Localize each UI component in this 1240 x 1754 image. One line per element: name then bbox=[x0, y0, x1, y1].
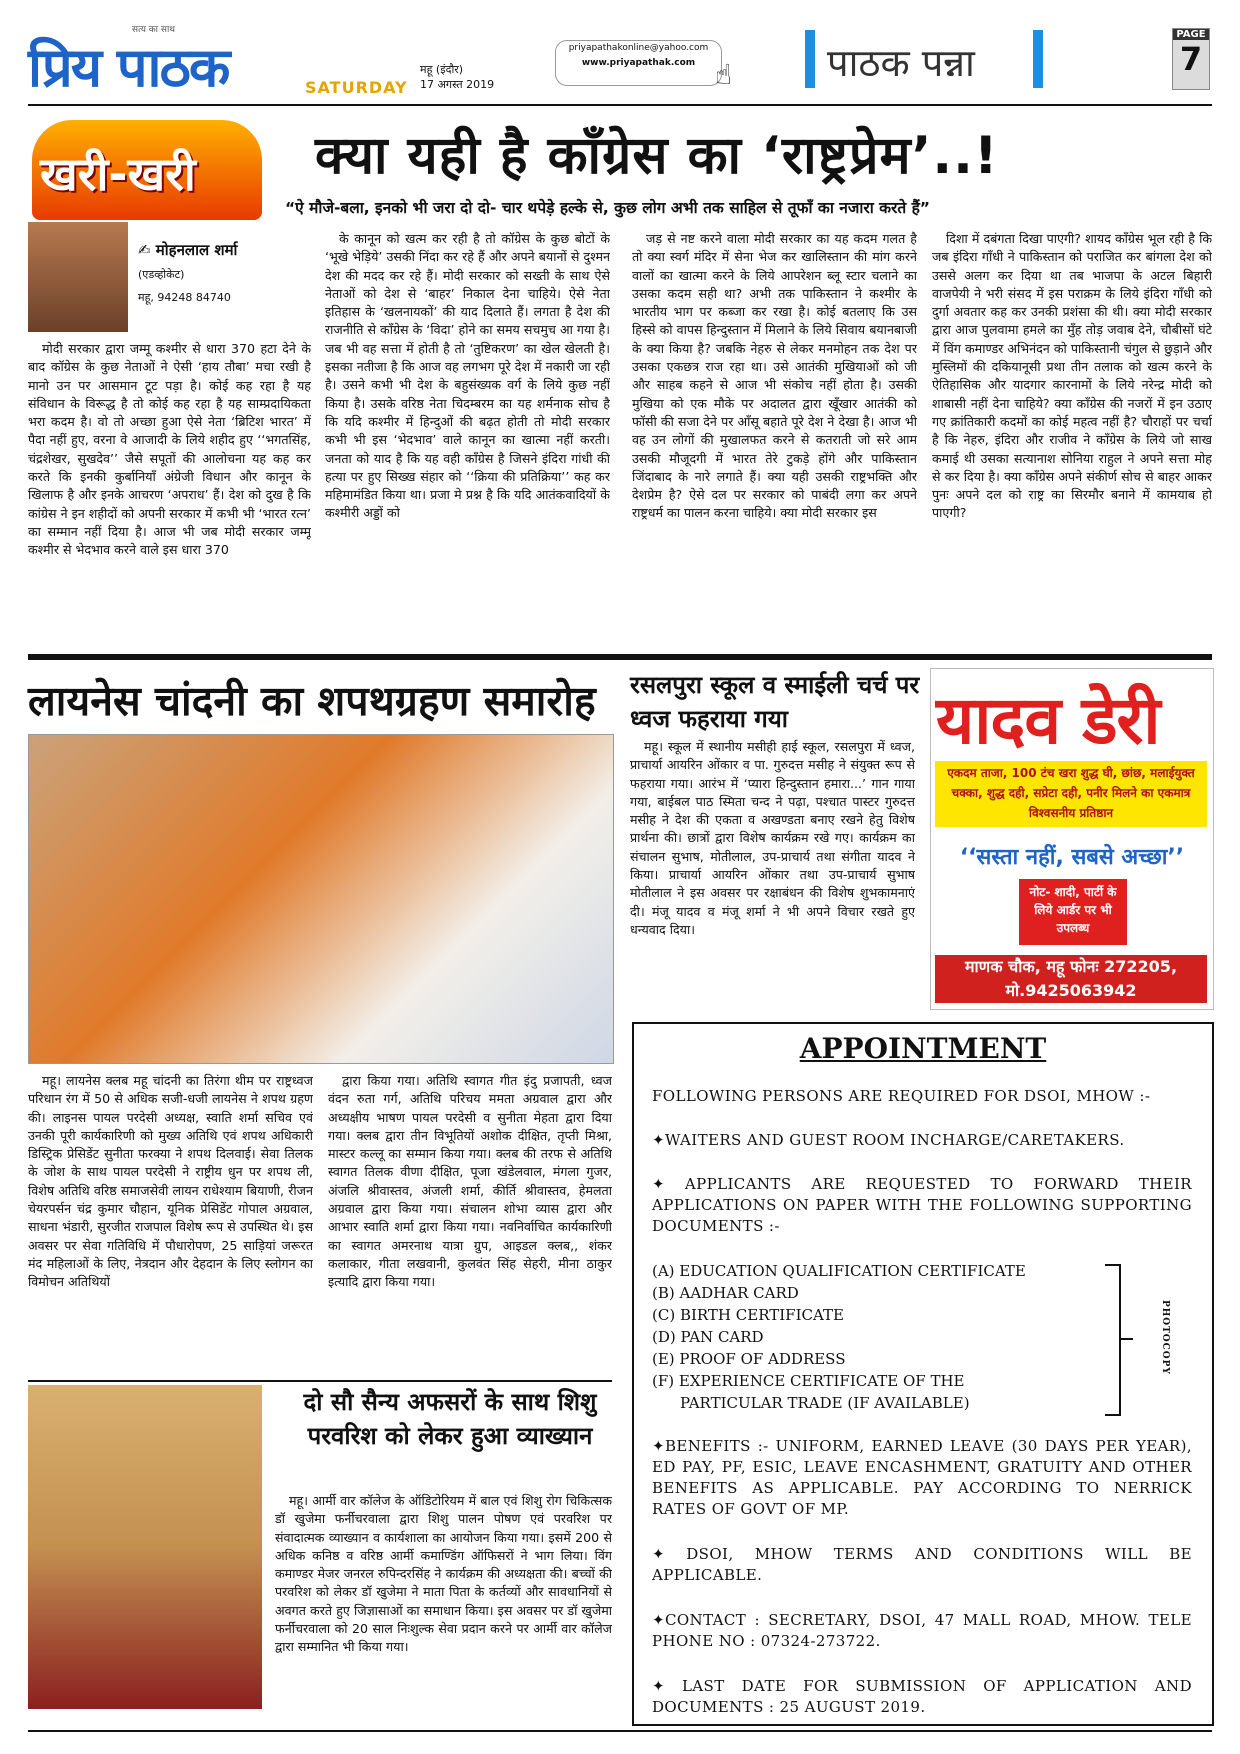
ad-products: एकदम ताजा, 100 टंच खरा शुद्ध घी, छांछ, मलाईयुक्त चक्का, शुद्ध दही, सप्रेटा दही, पनीर मिलने का एकमात्र विश्वसनीय प्रतिष्ठान bbox=[935, 761, 1207, 827]
sainya-text: महू। आर्मी वार कॉलेज के ऑडिटोरियम में बाल एवं शिशु रोग चिकित्सक डॉ खुजेमा फर्नीचरवाला द्वारा शिशु पालन पोषण एवं परवरिश पर संवादात्मक व्याख्यान व कार्यशाला का आयोजन किया गया। इसमें 200 से अधिक कनिष्ठ व वरिष्ठ आर्मी कमाण्डिंग ऑफिसरों ने भाग लिया। विंग कमाण्डर मेजर जनरल रुपिन्दरसिंह ने कार्यक्रम की अध्यक्षता की। बच्चों की परवरिश को लेकर डॉ खुजेमा ने माता पिता के कर्तव्यों और सावधानियों से अवगत करते हुए जिज्ञासाओं का समाधान किया। इस अवसर पर डॉ खुजेमा फर्नीचरवाला को 20 साल निःशुल्क सेवा प्रदान करने पर आर्मी वार कॉलेज द्वारा सम्मानित भी किया गया। bbox=[275, 1493, 612, 1655]
appointment-benefits: ✦BENEFITS :- UNIFORM, EARNED LEAVE (30 DAYS PER YEAR), ED PAY, PF, ESIC, LEAVE ENCASHMENT, GRATUITY AND OTHER BENEFITS AS APPLICABLE. PAY ACCORDING TO NERRICK RATES OF GOVT OF MP. bbox=[652, 1437, 1192, 1518]
docs-bracket bbox=[1105, 1264, 1121, 1416]
column-badge-text: खरी-खरी bbox=[40, 147, 196, 201]
army-lecture-photo bbox=[28, 1385, 262, 1709]
website[interactable]: www.priyapathak.com bbox=[581, 58, 696, 68]
lions-headline: लायनेस चांदनी का शपथग्रहण समारोह bbox=[28, 677, 596, 725]
logo-tagline: सत्य का साथ bbox=[132, 25, 176, 35]
editorial-text-3: जड़ से नष्ट करने वाला मोदी सरकार का यह कदम गलत है तो क्या स्वर्ग मंदिर में सेना भेज कर खालिस्तान की मांग करने वालों का खात्मा करने के लिये आपरेशन ब्लू स्टार चलाने का उसका कदम सही था? अभी तक पाकिस्तान ने कश्मीर के भारतीय भाग पर कब्जा कर रखा है। कोई बतलाए कि उस हिस्से को वापस हिन्दुस्तान में मिलाने के लिये सिवाय बयानबाजी के क्या किया है? जबकि नेहरु से लेकर मनमोहन तक देश पर उसका एकछत्र राज रहा था। उसे आतंकी मुखियाओं को जी और साहब कहने से आज भी संकोच नहीं होता है। उसकी मुखिया को एक मौके पर अदालत द्वारा खूँखार आतंकी को फॉसी की सजा देने पर ऑंसू बहाते पूरे देश ने देखा है। आज भी वह उन लोगों की मुखालफत करने से कतराती जो सरे आम उसकी मौजूदगी में भारत तेरे टुकड़े होंगे और पाकिस्तान जिंदाबाद के नारे लगाते हैं। क्या यही उसकी राष्ट्रभक्ति और देशप्रेम है? ऐसे दल पर सरकार को पाबंदी लगा कर अपने राष्ट्रधर्म का पालन करना चाहिये। क्या मोदी सरकार इस bbox=[632, 231, 917, 521]
section-title-box bbox=[805, 30, 1045, 90]
bracket-right-icon bbox=[1033, 30, 1043, 88]
appointment-ad bbox=[632, 1022, 1214, 1726]
editorial-text-4: दिशा में दबंगता दिखा पाएगी? शायद कॉंग्रेस भूल रही है कि जब इंदिरा गॉंधी ने पाकिस्तान को पराजित कर बांगला देश को उससे अलग कर दिया था तब भाजपा के अटल बिहारी वाजपेयी ने भरी संसद में इस पराक्रम के लिये इंदिरा गॉंधी को दुर्गा अवतार कह कर उनकी प्रशंसा की थी। क्या मोदी सरकार द्वारा आज पुलवामा हमले का मुँह तोड़ जवाब देने, चौबीसों घंटे में विंग कमाण्डर अभिनंदन को पाकिस्तानी चंगुल से छुड़ाने और मुस्लिमों की दकियानूसी प्रथा तीन तलाक को खत्म करने के ऐतिहासिक और यादगार कारनामों के लिये नरेन्द्र मोदी को शाबासी नहीं देना चाहिये? क्या कॉंग्रेस की नजरों में इन उठाए गए क्रांतिकारी कदमों का कोई महत्व नहीं है? चौराहों पर चर्चा है कि नेहरु, इंदिरा और राजीव ने कॉंग्रेस के लिये जो साख कमाई थी उसका सत्यानाश सोनिया राहुल ने अपने सत्ता मोह से कर दिया है। क्या कॉंग्रेस अपने संकीर्ण सोच से बाहर आकर पुनः अपने दल को राष्ट्र का सिरमौर बनाने में कामयाब हो पाएगी? bbox=[932, 231, 1212, 521]
doc-f-continued: PARTICULAR TRADE (IF AVAILABLE) bbox=[680, 1394, 970, 1412]
ad-brand-name: यादव डेरी bbox=[936, 682, 1160, 759]
doc-b: (B) AADHAR CARD bbox=[652, 1284, 799, 1302]
email: priyapathakonline@yahoo.com bbox=[568, 43, 709, 53]
author-photo bbox=[28, 222, 128, 332]
appointment-terms: ✦ DSOI, MHOW TERMS AND CONDITIONS WILL BE APPLICABLE. bbox=[652, 1545, 1192, 1584]
lions-event-photo bbox=[28, 734, 614, 1064]
doc-e: (E) PROOF OF ADDRESS bbox=[652, 1350, 846, 1368]
pointer-hand-icon: ☝ bbox=[715, 58, 733, 91]
day-label: SATURDAY bbox=[305, 78, 408, 97]
masthead-rule bbox=[28, 104, 1212, 106]
rasalpura-headline: रसलपुरा स्कूल व स्माईली चर्च पर ध्वज फहराया गया bbox=[630, 671, 920, 733]
section-divider bbox=[28, 654, 1212, 660]
lions-text-1: महू। लायनेस क्लब महू चांदनी का तिरंगा थीम पर राष्ट्रध्वज परिधान रंग में 50 से अधिक सजी-धजी लायनेस ने शपथ ग्रहण की। लाइनस पायल परदेसी अध्यक्ष, स्वाति शर्मा सचिव एवं उनकी पूरी कार्यकारिणी को मुख्य अतिथि एवं शपथ अधिकारी डिस्ट्रिक प्रेसिडेंट सुनीता फरक्या ने शपथ दिलवाई। सेवा तिलक के जोश के साथ पायल परदेसी ने राष्ट्रीय धुन पर शपथ ली, विशेष अतिथि वरिष्ठ समाजसेवी लायन राधेश्याम बियाणी, रीजन चेयरपर्सन चंद्र कुमार चौहान, यूनिक प्रेसिडेंट गोपाल अग्रवाल, साधना भंडारी, सुरजीत राजपाल विशेष रूप से उपस्थित थे। इस अवसर पर सेवा गतिविधि में पौधारोपण, 25 साड़ियां जरूरत मंद महिलाओं के लिए, नेत्रदान और देहदान के लिए स्लोगन का विमोचन अतिथियों bbox=[28, 1073, 313, 1290]
page-number-box bbox=[1172, 28, 1210, 90]
editorial-column-2 bbox=[325, 230, 610, 646]
dateline bbox=[420, 62, 494, 92]
author-name: ✍ मोहनलाल शर्मा bbox=[138, 241, 238, 259]
ad-slogan: ‘‘सस्ता नहीं, सबसे अच्छा’’ bbox=[959, 845, 1185, 870]
masthead-logo: प्रिय पाठक bbox=[28, 36, 229, 99]
appointment-contact: ✦CONTACT : SECRETARY, DSOI, 47 MALL ROAD, MHOW. TELE PHONE NO : 07324-273722. bbox=[652, 1611, 1192, 1650]
author-role: (एडव्होकेट) bbox=[138, 268, 185, 281]
lions-text-2: द्वारा किया गया। अतिथि स्वागत गीत इंदु प्रजापती, ध्वज वंदन रुता गर्ग, अतिथि परिचय ममता अग्रवाल द्वारा और अध्यक्षीय भाषण पायल परदेसी व सुनीता मेहता द्वारा दिया गया। क्लब द्वारा तीन विभूतियों अशोक दीक्षित, तृप्ती मिश्रा, मास्टर कल्लू का सम्मान किया गया। क्लब की तरफ से अतिथि स्वागत तिलक वीणा दीक्षित, पूजा खंडेलवाल, मंगला गुजर, अंजलि श्रीवास्तव, अंजली शर्मा, कीर्ति श्रीवास्तव, हेमलता अग्रवाल द्वारा किया गया। संचालन शोभा व्यास द्वारा और आभार स्वाति शर्मा द्वारा किया गया। नवनिर्वाचित कार्यकारिणी का स्वागत अमरनाथ यात्रा ग्रुप, आइडल क्लब,, शंकर कलाकार, गीता लखवानी, कुलवंत सिंह सेहरी, मीना ठाकुर इत्यादि द्वारा किया गया। bbox=[328, 1073, 612, 1290]
author-phone: महू, 94248 84740 bbox=[138, 291, 231, 304]
doc-d: (D) PAN CARD bbox=[652, 1328, 764, 1346]
ad-address bbox=[935, 955, 1207, 1003]
appointment-intro: FOLLOWING PERSONS ARE REQUIRED FOR DSOI, MHOW :- bbox=[652, 1087, 1151, 1105]
editorial-quote: “ऐ मौजे-बला, इनको भी जरा दो दो- चार थपेड़े हल्के से, कुछ लोग अभी तक साहिल से तूफाँ का नजारा करते हैं” bbox=[285, 199, 930, 217]
column-badge bbox=[32, 120, 262, 220]
page-label: PAGE bbox=[1173, 29, 1209, 40]
editorial-text-1: मोदी सरकार द्वारा जम्मू कश्मीर से धारा 370 हटा देने के बाद कॉग्रेस के कुछ नेताओं ने ऐसी ‘हाय तौबा’ मचा रखी है मानो उन पर आसमान टूट पड़ा है। कोई कह रहा है यह संविधान के विरूद्ध है तो कोई कह रहा है यह साम्प्रदायिकता भरा कदम है। वो तो अच्छा हुआ ऐसे नेता ‘ब्रिटिश भारत’ में पैदा नहीं हुए, वरना वे आजादी के लिये शहीद हुए ‘‘भगतसिंह, चंद्रशेखर, सुखदेव’’ जैसे सपूतों की आलोचना यह कह कर करते कि इनकी कुर्बानियाँ अंग्रेजी विधान और कानून के खिलाफ है और इनके आचरण ‘अपराध’ हैं। देश को दुख है कि कांग्रेस ने इन शहीदों को अपनी सरकार में कभी भी ‘भारत रत्न’ का सम्मान नहीं दिया है। आज भी जब मोदी सरकार जम्मू कश्मीर से भेदभाव करने वाले इस धारा 370 bbox=[28, 341, 311, 558]
editorial-column-1 bbox=[28, 340, 311, 646]
lions-column-1 bbox=[28, 1072, 313, 1376]
ad-order-note: नोट- शादी, पार्टी के लिये आर्डर पर भी उपलब्ध bbox=[1019, 879, 1127, 945]
editorial-headline: क्या यही है कॉंग्रेस का ‘राष्ट्रप्रेम’..! bbox=[315, 126, 999, 186]
bracket-left-icon bbox=[805, 30, 815, 88]
editorial-text-2: के कानून को खत्म कर रही है तो कॉग्रेस के कुछ बोटों के ‘भूखे भेड़िये’ उसकी निंदा कर रहे हैं और अपने बयानों से दुश्मन देश की मदद कर रहे हैं। मोदी सरकार को सख्ती के साथ ऐसे नेताओं को देश से ‘बाहर’ निकाल देना चाहिये। ऐसे नेता इतिहास के ‘खलनायकों’ की याद दिलाते हैं। लगता है देश की राजनीति से कॉंग्रेस के ‘विदा’ होने का समय सचमुच आ गया है। जब भी वह सत्ता में होती है तो ‘तुष्टिकरण’ का खेल खेलती है। इसका नतीजा है कि आज वह लगभग पूरे देश में नकारी जा रही है। उसने कभी भी देश के बहुसंख्यक वर्ग के लिये कुछ नहीं किया है। उसके वरिष्ठ नेता चिदम्बरम का यह शर्मनाक सोच है कि यदि कश्मीर में हिन्दुओं की बढ़त होती तो मोदी सरकार कभी भी इस ‘भेदभाव’ वाले कानून का खात्मा नहीं करती। जनता को याद है कि यह वही कॉंग्रेस है जिसने इंदिरा गांधी की हत्या पर हुए सिख्ख संहार को ‘‘क्रिया की प्रतिक्रिया’’ कह कर महिमामंडित किया था। प्रजा मे प्रश्न है कि यदि आतंकवादियों के कश्मीरी अड्डों को bbox=[325, 231, 610, 521]
footer-rule bbox=[28, 1730, 1212, 1732]
doc-c: (C) BIRTH CERTIFICATE bbox=[652, 1306, 844, 1324]
doc-f: (F) EXPERIENCE CERTIFICATE OF THE bbox=[652, 1372, 965, 1390]
editorial-column-3 bbox=[632, 230, 917, 646]
docs-bracket-pointer bbox=[1119, 1338, 1133, 1340]
rasalpura-column bbox=[630, 738, 915, 1010]
appointment-post: ✦WAITERS AND GUEST ROOM INCHARGE/CARETAKERS. bbox=[652, 1131, 1125, 1149]
doc-a: (A) EDUCATION QUALIFICATION CERTIFICATE bbox=[652, 1262, 1026, 1280]
appointment-title: APPOINTMENT bbox=[799, 1032, 1047, 1065]
sainya-rule bbox=[28, 1380, 612, 1382]
rasalpura-text: महू। स्कूल में स्थानीय मसीही हाई स्कूल, रसलपुरा में ध्वज, प्राचार्या आयरिन ओंकार व पा. गुरुदत्त मसीह ने संयुक्त रूप से फहराया गया। आरंभ में ‘प्यारा हिन्दुस्तान हमारा...’ गान गाया गया, बाईबल पाठ स्मिता चन्द ने पढ़ा, पश्चात पास्टर गुरुदत्त मसीह ने देश की एकता व अखण्डता बनाए रखने हेतु विशेष प्रार्थना की। छात्रों द्वारा विशेष कार्यक्रम रखे गए। कार्यक्रम का संचालन सुभाष, मोतीलाल, उप-प्राचार्य तथा संगीता यादव ने किया। प्राचार्या आयरिन ओंकार तथा उप-प्राचार्य सुभाष मोतीलाल ने इस अवसर पर रक्षाबंधन की विशेष शुभकामनाएं दी। मंजू यादव व मंजू शर्मा ने भी अपने विचार रखते हुए धन्यवाद दिया। bbox=[630, 739, 915, 937]
date: 17 अगस्त 2019 bbox=[420, 78, 495, 91]
yadav-dairy-ad bbox=[930, 668, 1214, 1010]
web-contact-box bbox=[555, 40, 722, 86]
section-title: पाठक पन्ना bbox=[827, 41, 975, 85]
lions-column-2 bbox=[328, 1072, 612, 1376]
ad-address-line: माणक चौक, महू फोनः 272205, bbox=[964, 957, 1178, 976]
sainya-column bbox=[275, 1492, 612, 1717]
ad-mobile: मो.9425063942 bbox=[1005, 981, 1137, 1000]
sainya-headline: दो सौ सैन्य अफसरों के साथ शिशु परवरिश को लेकर हुआ व्याख्यान bbox=[303, 1388, 597, 1450]
appointment-applicants: ✦ APPLICANTS ARE REQUESTED TO FORWARD THEIR APPLICATIONS ON PAPER WITH THE FOLLOWING SUPPORTING DOCUMENTS :- bbox=[652, 1175, 1192, 1235]
photocopy-label: PHOTOCOPY bbox=[1160, 1300, 1170, 1375]
city: महू (इंदौर) bbox=[420, 63, 464, 76]
appointment-last-date: ✦ LAST DATE FOR SUBMISSION OF APPLICATION AND DOCUMENTS : 25 AUGUST 2019. bbox=[652, 1677, 1192, 1716]
page-number: 7 bbox=[1179, 40, 1203, 78]
editorial-column-4 bbox=[932, 230, 1212, 646]
